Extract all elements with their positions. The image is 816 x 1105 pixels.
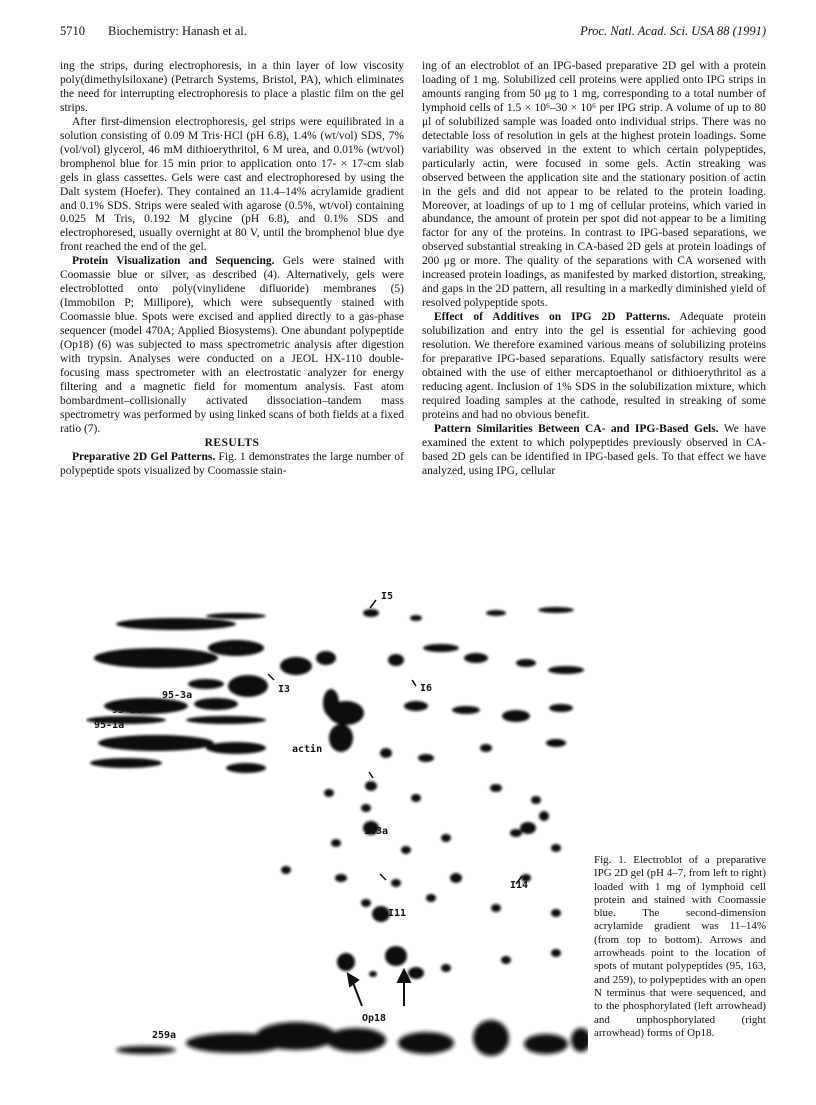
gel-electroblot-figure (86, 588, 588, 1068)
spot-label-95-1: 95-1a (94, 720, 125, 731)
running-head: Biochemistry: Hanash et al. (108, 24, 247, 38)
paragraph: Preparative 2D Gel Patterns. Fig. 1 demonstrates the large number of polypeptide spots visualized by Coomassie stain- (60, 450, 404, 477)
right-column (422, 60, 766, 479)
paragraph: ing the strips, during electrophoresis, in a thin layer of low viscosity poly(dimethylsiloxane) (Petrarch Systems, Bristol, PA), which eliminates the need for interrupting electrophoresis to place a plastic film on the gel strips. (60, 60, 404, 114)
spot-label-i3: I3 (278, 684, 291, 695)
figure-caption: Fig. 1. Electroblot of a preparative IPG 2D gel (pH 4–7, from left to right) loaded with 1 mg of lymphoid cell protein and stained with Coomassie blue. The second-dimension acrylamide gradient was 11–14% (from top to bottom). Arrows and arrowheads point to the location of spots of mutant polypeptides (95, 163, and 259), to polypeptides with an open N terminus that were sequenced, and to the phosphorylated (left arrowhead) and unphosphorylated (right arrowhead) forms of Op18. (594, 854, 766, 1039)
spot-label-i14: I14 (510, 880, 529, 891)
paragraph: Protein Visualization and Sequencing. Gels were stained with Coomassie blue or silver, as described (4). Alternatively, gels were electroblotted onto poly(vinylidene difluoride) membranes (5) (Immobilon P; Millipore), which were subsequently stained with Coomassie blue. Spots were excised and applied directly to a gas-phase sequencer (model 470A; Applied Biosystems). One abundant polypeptide (Op18) (6) was subjected to mass spectrometric analysis after digestion with trypsin. Analyses were conducted on a JEOL HX-110 double-focusing mass spectrometer with an electrostatic analyzer for energy filtering and a magnetic field for momentum analysis. Fast atom bombardment–collisionally activated dissociation–tandem mass spectrometry was performed by using linked scans of both fields at a fixed ratio (7). (60, 255, 404, 435)
left-column (60, 60, 404, 479)
paragraph: ing of an electroblot of an IPG-based preparative 2D gel with a protein loading of 1 mg. Solubilized cell proteins were applied onto IPG strips in amounts ranging from 50 μg to 1 mg, corresponding to a total number of lymphoid cells of 1.5 × 10⁶–30 × 10⁶ per IPG strip. A volume of up to 80 μl of solubilized sample was loaded onto individual strips. There was no detectable loss of resolution in gels at the highest protein loadings. Some variability was observed in the extent to which certain polypeptides, particularly actin, were focused in some gels. Actin streaking was observed between the application site and the stationary position of actin in the gels and did not appear to be related to the protein loading. Moreover, at loadings of up to 1 mg of cellular proteins, which varied in abundance, the amount of protein per spot did not appear to be a limiting factor for any of the proteins. In contrast to IPG-based separations, we observed substantial streaking in CA-based 2D gels at protein loadings of 200 μg or more. The quality of the separations with CA worsened with increased protein loadings, as manifested by marked distortion, streaking, and gaps in the 2D pattern, all resulting in a markedly diminished yield of resolved polypeptide spots. (422, 60, 766, 310)
spot-label-actin: actin (292, 744, 323, 755)
spot-label-163: 163a (364, 826, 389, 837)
spot-label-i11: I11 (388, 908, 407, 919)
spot-label-259: 259a (152, 1030, 177, 1041)
page-header (60, 24, 766, 42)
journal-citation: Proc. Natl. Acad. Sci. USA 88 (1991) (580, 24, 766, 38)
paragraph: Pattern Similarities Between CA- and IPG-Based Gels. We have examined the extent to which polypeptides previously observed in CA-based 2D gels can be identified in IPG-based gels. To that effect we have analyzed, using IPG, cellular (422, 422, 766, 477)
paragraph: Effect of Additives on IPG 2D Patterns. Adequate protein solubilization and entry into the gel is essential for achieving good resolution. We therefore examined various means of solubilizing proteins for preparative IPG-based separations. Equally satisfactory results were obtained with the use of either mercaptoethanol or dithioerythritol as a reducing agent. Inclusion of 1% SDS in the solubilization mixture, which required loading samples at the cathode, resulted in streaking of some proteins and had no obvious benefit. (422, 311, 766, 421)
paragraph: After first-dimension electrophoresis, gel strips were equilibrated in a solution consisting of 0.09 M Tris·HCl (pH 6.8), 1.4% (wt/vol) SDS, 7% (vol/vol) glycerol, 46 mM dithioerythritol, 6 M urea, and 0.01% (wt/vol) bromphenol blue for 15 min prior to application onto 17- × 17-cm slab gels in glass cassettes. Gels were cast and electrophoresed by using the Dalt system (Hoefer). They contained an 11.4–14% acrylamide gradient and 0.1% SDS. Strips were sealed with agarose (0.5%, wt/vol) containing 0.025 M Tris, 0.192 M glycine (pH 6.8), and 0.1% SDS and electrophoresed, usually overnight at 80 V, until the bromphenol blue dye front reached the end of the gel. (60, 115, 404, 254)
section-heading: Protein Visualization and Sequencing. (72, 255, 275, 268)
section-heading: Pattern Similarities Between CA- and IPG-Based Gels. (434, 422, 719, 435)
results-heading: RESULTS (204, 436, 260, 449)
spot-label-95-2: 95-2a (112, 705, 143, 716)
spot-label-95-3: 95-3a (162, 690, 193, 701)
spot-label-op18: Op18 (362, 1013, 387, 1024)
section-heading: Preparative 2D Gel Patterns. (72, 450, 216, 463)
section-heading: Effect of Additives on IPG 2D Patterns. (434, 311, 670, 324)
spot-label-i6: I6 (420, 683, 433, 694)
page-number: 5710 (60, 24, 85, 38)
spot-label-i5: I5 (381, 591, 394, 602)
